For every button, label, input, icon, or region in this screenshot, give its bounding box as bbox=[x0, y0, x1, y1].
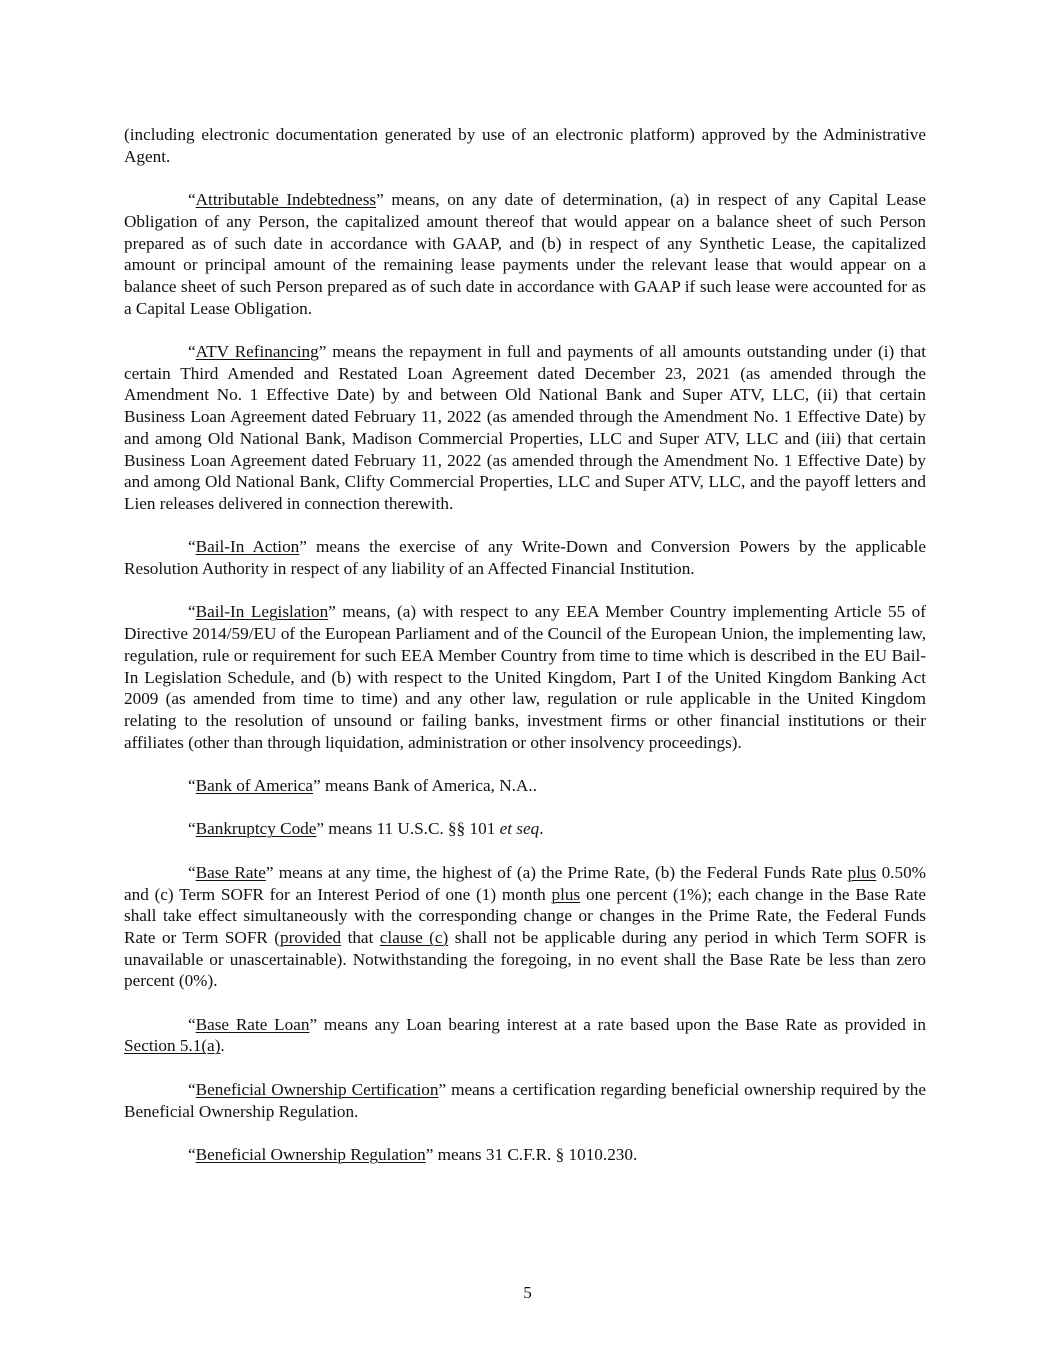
definition-atv-refinancing: “ATV Refinancing” means the repayment in full and payments of all amounts outstanding under (i) that certain Third Amended and Restated Loan Agreement dated December 23, 2021 (as amended through the Amendment No. 1 Effective Date) by and between Old National Bank and Super ATV, LLC, (ii) that certain Business Loan Agreement dated February 11, 2022 (as amended through the Amendment No. 1 Effective Date) by and among Old National Bank, Madison Commercial Properties, LLC and Super ATV, LLC and (iii) that certain Business Loan Agreement dated February 11, 2022 (as amended through the Amendment No. 1 Effective Date) by and among Old National Bank, Clifty Commercial Properties, LLC and Super ATV, LLC, and the payoff letters and Lien releases delivered in connection therewith. bbox=[124, 342, 926, 513]
defined-term: Bank of America bbox=[195, 776, 314, 796]
definition-bail-in-legislation: “Bail-In Legislation” means, (a) with respect to any EEA Member Country implementing Article 55 of Directive 2014/59/EU of the European Parliament and of the Council of the European Union, the implementing law, regulation, rule or requirement for such EEA Member Country from time to time which is described in the EU Bail-In Legislation Schedule, and (b) with respect to the United Kingdom, Part I of the United Kingdom Banking Act 2009 (as amended from time to time) and any other law, regulation or rule applicable in the United Kingdom relating to the resolution of unsound or failing banks, investment firms or other financial institutions or their affiliates (other than through liquidation, administration or other insolvency proceedings). bbox=[124, 602, 926, 752]
defined-term: Bail-In Legislation bbox=[195, 602, 329, 622]
intro-paragraph: (including electronic documentation generated by use of an electronic platform) approved by the Administrative Agent. bbox=[124, 125, 926, 166]
definition-attributable-indebtedness: “Attributable Indebtedness” means, on any date of determination, (a) in respect of any Capital Lease Obligation of any Person, the capitalized amount thereof that would appear on a balance sheet of such Person prepared as of such date in accordance with GAAP, and (b) in respect of any Synthetic Lease, the capitalized amount or principal amount of the remaining lease payments under the relevant lease that would appear on a balance sheet of such Person prepared as of such date in accordance with GAAP if such lease were accounted for as a Capital Lease Obligation. bbox=[124, 190, 926, 318]
definition-bankruptcy-code: “Bankruptcy Code” means 11 U.S.C. §§ 101 et seq. bbox=[188, 819, 544, 839]
section-reference: Section 5.1(a) bbox=[124, 1036, 221, 1056]
defined-term: Bail-In Action bbox=[195, 537, 300, 557]
page-number: 5 bbox=[523, 1283, 532, 1302]
definition-beneficial-ownership-regulation: “Beneficial Ownership Regulation” means 31 C.F.R. § 1010.230. bbox=[188, 1144, 638, 1164]
definition-base-rate-loan: “Base Rate Loan” means any Loan bearing interest at a rate based upon the Base Rate as provided in Section 5.1(a). bbox=[124, 1014, 926, 1056]
defined-term: Attributable Indebtedness bbox=[195, 190, 377, 210]
defined-term: ATV Refinancing bbox=[195, 342, 319, 361]
clause-reference: clause (c) bbox=[379, 927, 449, 947]
definition-beneficial-ownership-certification: “Beneficial Ownership Certification” means a certification regarding beneficial ownership required by the Beneficial Ownership Regulation. bbox=[124, 1079, 927, 1121]
emphasis-plus: plus bbox=[847, 862, 877, 882]
emphasis-plus: plus bbox=[551, 884, 581, 904]
defined-term: Bankruptcy Code bbox=[195, 819, 317, 839]
emphasis-provided: provided bbox=[280, 927, 342, 947]
latin-phrase: et seq bbox=[499, 819, 540, 839]
defined-term: Beneficial Ownership Regulation bbox=[195, 1144, 426, 1164]
defined-term: Base Rate Loan bbox=[195, 1014, 310, 1034]
definition-bail-in-action: “Bail-In Action” means the exercise of any Write-Down and Conversion Powers by the applicable Resolution Authority in respect of any liability of an Affected Financial Institution. bbox=[124, 537, 926, 579]
defined-term: Base Rate bbox=[195, 862, 266, 882]
defined-term: Beneficial Ownership Certification bbox=[195, 1079, 439, 1099]
definition-bank-of-america: “Bank of America” means Bank of America, N.A.. bbox=[188, 776, 537, 796]
definition-base-rate: “Base Rate” means at any time, the highest of (a) the Prime Rate, (b) the Federal Funds Rate plus 0.50% and (c) Term SOFR for an Interest Period of one (1) month plus one percent (1%); each change in the Base Rate shall take effect simultaneously with the corresponding change or changes in the Prime Rate, the Federal Funds Rate or Term SOFR (provided that clause (c) shall not be applicable during any period in which Term SOFR is unavailable or unascertainable). Notwithstanding the foregoing, in no event shall the Base Rate be less than zero percent (0%). bbox=[124, 862, 926, 991]
document-page bbox=[124, 124, 926, 1187]
